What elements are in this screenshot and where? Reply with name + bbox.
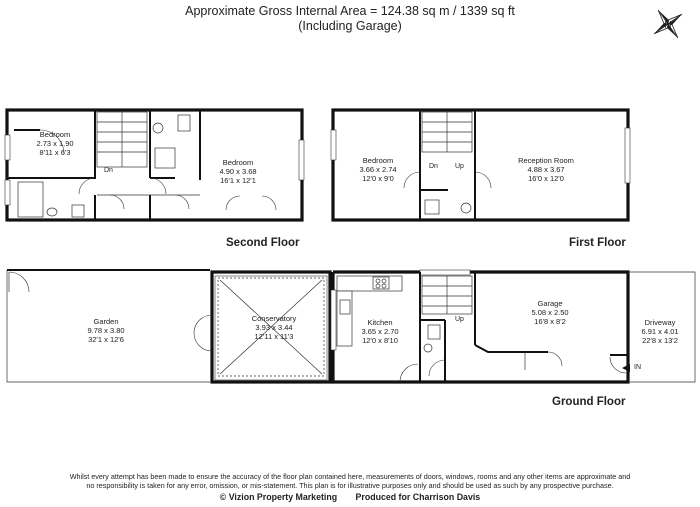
window: [331, 130, 336, 160]
entrance-label: IN: [634, 364, 641, 371]
window: [5, 135, 10, 160]
bedroom-large-label: Bedroom 4.90 x 3.68 16'1 x 12'1: [219, 158, 257, 185]
first-floor-stairs-up: Up: [455, 163, 464, 170]
toilet: [72, 205, 84, 217]
basin: [47, 208, 57, 216]
second-floor-title: Second Floor: [226, 237, 300, 249]
window: [420, 270, 470, 275]
stairs-down-label: Dn: [104, 167, 113, 174]
toilet: [428, 325, 440, 339]
kitchen-counter: [337, 291, 352, 346]
window: [331, 290, 336, 350]
kitchen-counter: [337, 276, 402, 291]
hob: [373, 277, 389, 289]
including-garage-text: (Including Garage): [298, 19, 402, 33]
north-letter: N: [664, 20, 672, 31]
ground-floor-stairs-up: Up: [455, 316, 464, 323]
disclaimer: [0, 472, 700, 490]
disclaimer-line-2: no responsibility is taken for any error, omission, or mis-statement. This plan is for illustrative purposes only and should be used as such by any prospective purchase.: [86, 481, 614, 490]
gross-area-text: Approximate Gross Internal Area = 124.38 sq m / 1339 sq ft: [185, 4, 515, 18]
window: [625, 128, 630, 183]
disclaimer-line-1: Whilst every attempt has been made to ensure the accuracy of the floor plan contained here, measurements of doors, windows, rooms and any other items are approximate and: [69, 472, 631, 481]
stairs-second-floor: [97, 112, 147, 167]
garden-label: Garden 9.78 x 3.80 32'1 x 12'6: [87, 317, 125, 344]
conservatory-label: Conservatory 3.93 x 3.44 12'11 x 11'3: [251, 314, 297, 341]
reception-room-label: Reception Room 4.88 x 3.67 16'0 x 12'0: [518, 156, 574, 183]
driveway-label: Driveway 6.91 x 4.01 22'8 x 13'2: [641, 318, 679, 345]
basin: [153, 123, 163, 133]
window: [5, 180, 10, 205]
shower: [155, 148, 175, 168]
basin: [424, 344, 432, 352]
stairs-first-floor: [422, 112, 472, 152]
garage-label: Garage 5.08 x 2.50 16'8 x 8'2: [531, 299, 569, 326]
ground-floor-title: Ground Floor: [552, 396, 626, 408]
stairs-ground-floor: [422, 276, 472, 314]
entrance-arrow-icon: [622, 364, 630, 372]
first-floor-stairs-down: Dn: [429, 163, 438, 170]
window: [299, 140, 304, 180]
bathtub: [18, 182, 43, 217]
first-floor-bedroom-label: Bedroom 3.66 x 2.74 12'0 x 9'0: [359, 156, 397, 183]
toilet: [178, 115, 190, 131]
bedroom-small-label: Bedroom 2.73 x 1.90 8'11 x 6'3: [36, 130, 74, 157]
second-floor-plan: [5, 110, 304, 220]
basin: [461, 203, 471, 213]
first-floor-title: First Floor: [569, 237, 626, 249]
toilet: [425, 200, 439, 214]
credits: [0, 492, 700, 502]
sink: [340, 300, 350, 314]
kitchen-label: Kitchen 3.65 x 2.70 12'0 x 8'10: [361, 318, 399, 345]
copyright-text: © Vizion Property Marketing: [219, 492, 338, 502]
produced-for-text: Produced for Charrison Davis: [355, 492, 481, 502]
